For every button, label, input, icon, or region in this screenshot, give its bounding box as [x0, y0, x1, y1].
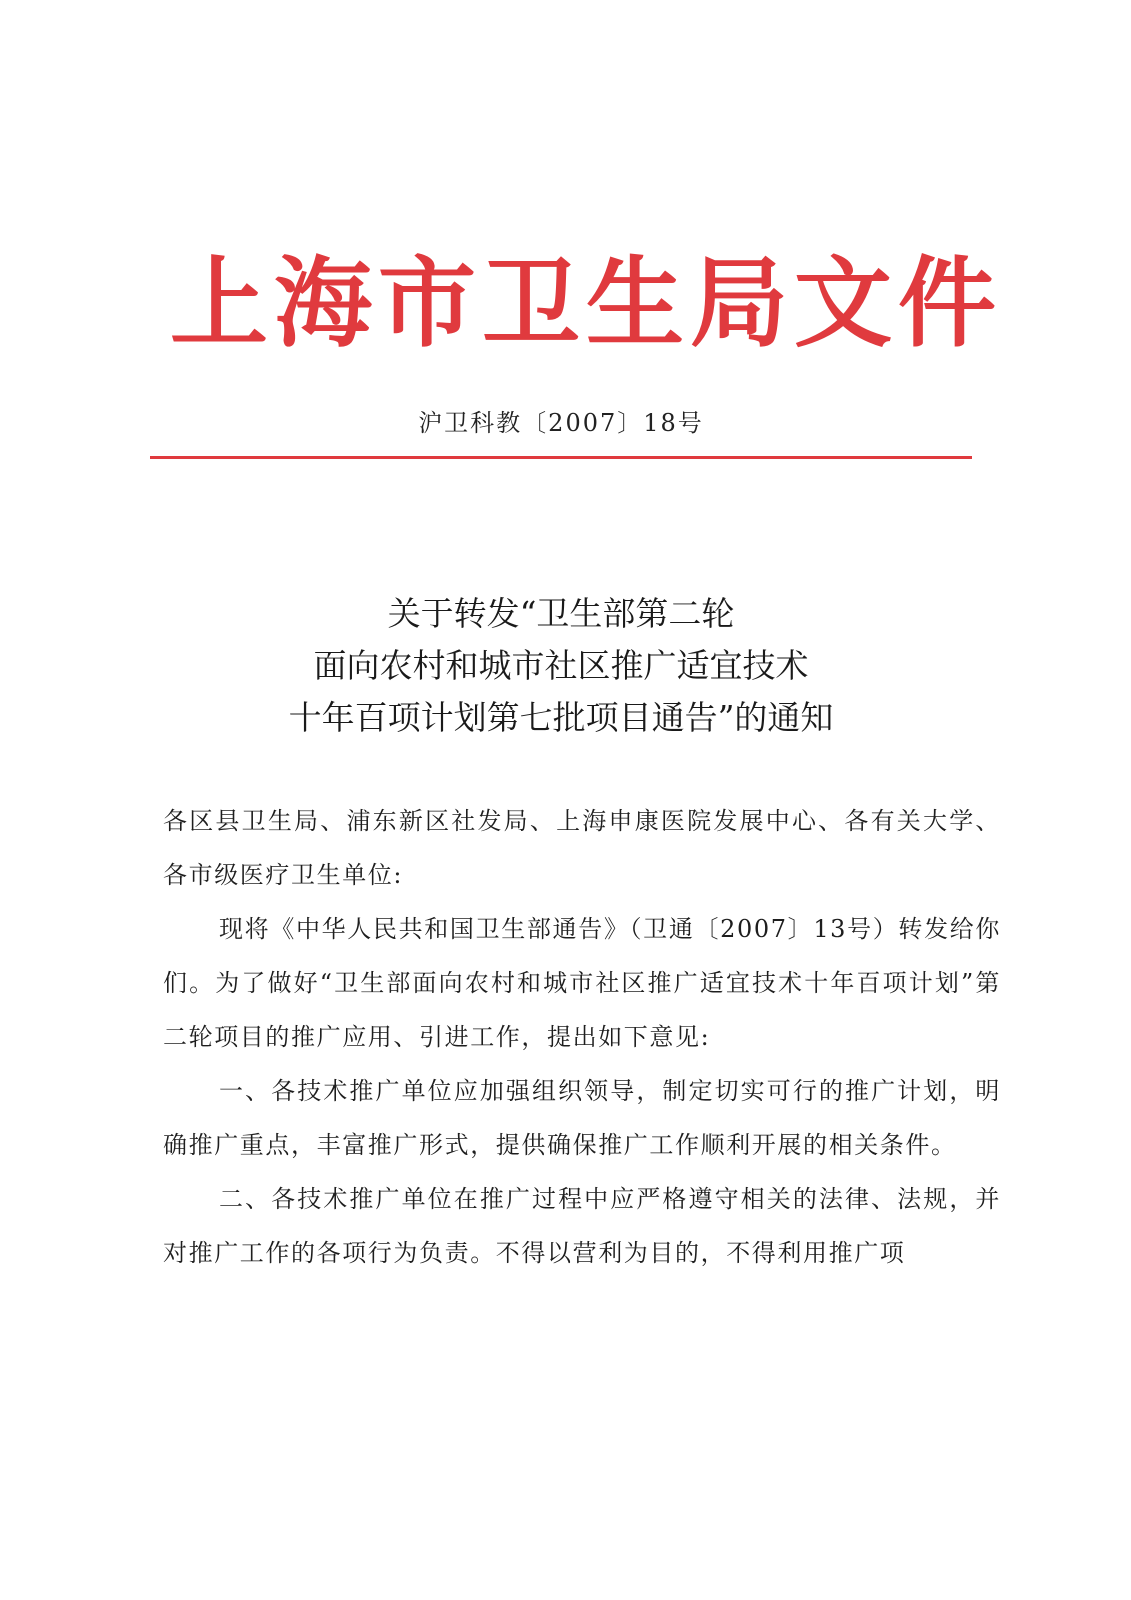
document-number: 沪卫科教〔2007〕18号: [418, 409, 704, 437]
title-line: 关于转发“卫生部第二轮: [387, 594, 735, 633]
title-line: 面向农村和城市社区推广适宜技术: [313, 646, 809, 685]
red-divider-line: [150, 456, 972, 459]
title-line: 十年百项计划第七批项目通告”的通知: [288, 698, 834, 737]
recipients-line: 各区县卫生局、浦东新区社发局、上海申康医院发展中心、各有关大学、各市级医疗卫生单位:: [163, 807, 1001, 889]
body-paragraph: 一、各技术推广单位应加强组织领导，制定切实可行的推广计划，明确推广重点，丰富推广形式，提供确保推广工作顺利开展的相关条件。: [163, 1077, 1001, 1159]
document-title: [150, 588, 972, 744]
body-paragraph: 二、各技术推广单位在推广过程中应严格遵守相关的法律、法规，并对推广工作的各项行为负责。不得以营利为目的，不得利用推广项: [163, 1185, 1001, 1267]
body-paragraph: 现将《中华人民共和国卫生部通告》（卫通〔2007〕13号）转发给你们。为了做好“卫生部面向农村和城市社区推广适宜技术十年百项计划”第二轮项目的推广应用、引进工作，提出如下意见:: [163, 915, 1001, 1051]
issuing-authority-header: 上海市卫生局文件: [170, 247, 1003, 361]
document-body: [163, 794, 1001, 1280]
